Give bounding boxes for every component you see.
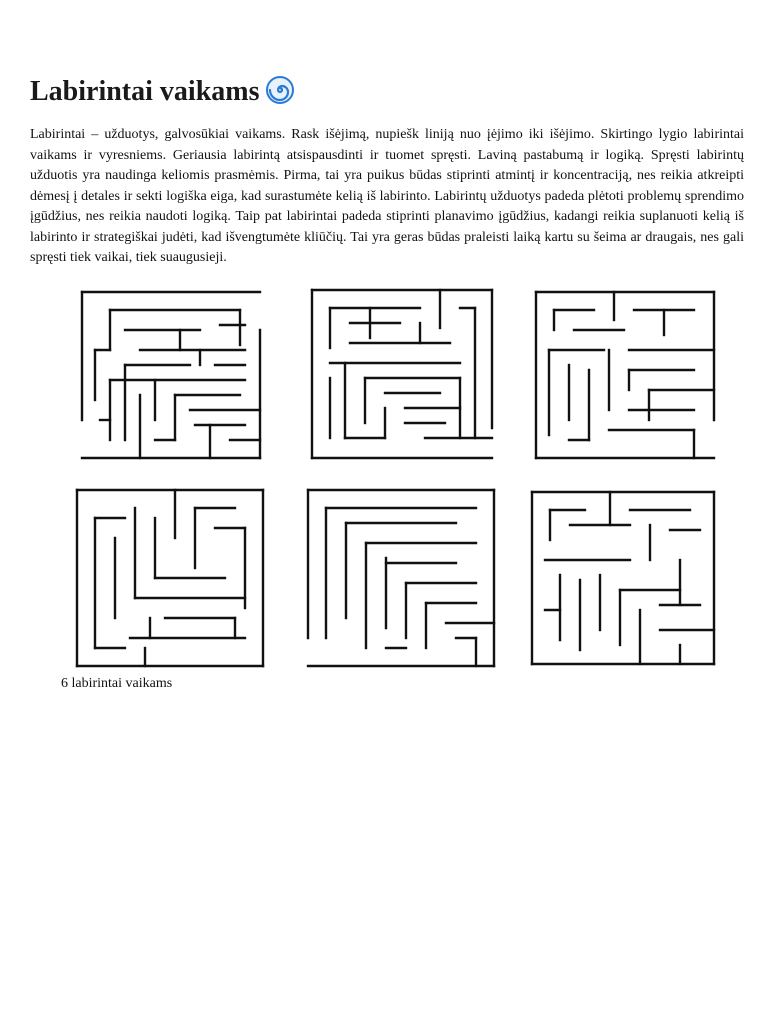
maze-figure bbox=[30, 284, 744, 704]
maze-5[interactable] bbox=[306, 488, 496, 668]
figure-caption: 6 labirintai vaikams bbox=[61, 676, 173, 691]
intro-paragraph: Labirintai – užduotys, galvosūkiai vaikams. Rask išėjimą, nupiešk liniją nuo įėjimo iki išėjimo. Skirtingo lygio labirintai vaikams ir vyresniems. Geriausia labirintą atsispausdinti ir tuomet spręsti. Laviną pastabumą ir logiką. Spręsti labirintų užduotis yra naudinga keliomis prasmėmis. Pirma, tai yra puikus būdas stiprinti atmintį ir koncentraciją, nes reikia atkreipti dėmesį į detales ir sekti logiška eiga, kad surastumėte kelią iš labirinto. Labirintų užduotys padeda plėtoti problemų sprendimo įgūdžius, nes reikia naudoti logiką. Taip pat labirintai padeda stiprinti planavimo įgūdžius, kadangi reikia suplanuoti kelią iš labirinto ir strategiškai judėti, kad išvengtumėte kliūčių. Tai yra geras būdas praleisti laiką kartu su šeima ar draugais, nes gali spręsti tiek vaikai, tiek suaugusieji. bbox=[30, 127, 744, 265]
maze-1[interactable] bbox=[80, 290, 262, 460]
maze-2[interactable] bbox=[310, 288, 494, 460]
maze-4[interactable] bbox=[75, 488, 265, 668]
page-title bbox=[30, 74, 295, 110]
cyclone-icon bbox=[265, 75, 295, 105]
maze-6[interactable] bbox=[530, 490, 716, 666]
maze-3[interactable] bbox=[534, 290, 716, 460]
page-title-text: Labirintai vaikams bbox=[30, 76, 260, 107]
maze-grid bbox=[30, 284, 744, 674]
